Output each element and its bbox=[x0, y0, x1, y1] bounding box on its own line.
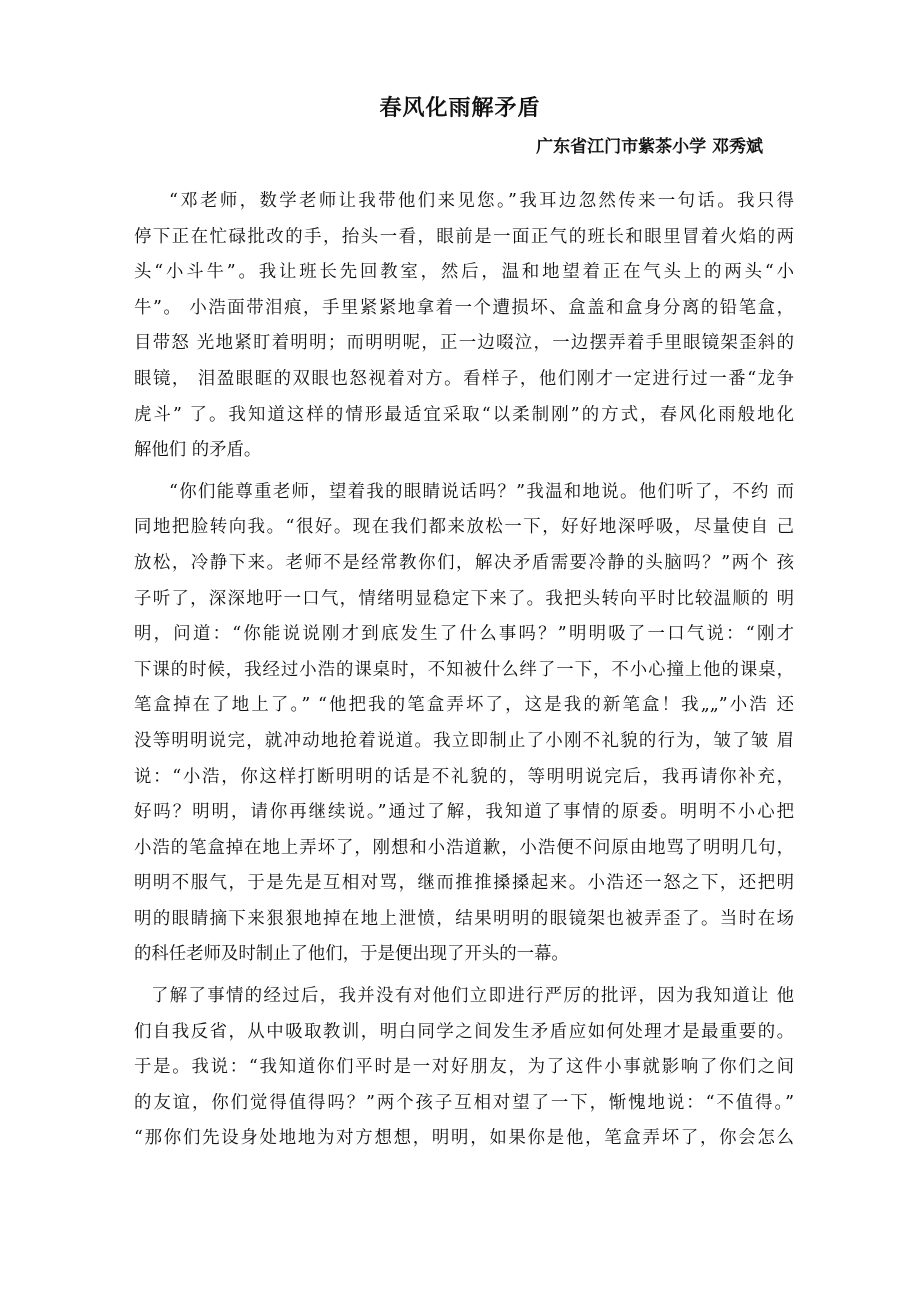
text-line: 牛”。 小浩面带泪痕，手里紧紧地拿着一个遭损坏、盒盖和盒身分离的铅笔盒， bbox=[134, 297, 794, 318]
text-line: 好吗？明明，请你再继续说。”通过了解，我知道了事情的原委。明明不小心把 bbox=[134, 802, 794, 823]
text-line: 明明不服气，于是先是互相对骂，继而推推搡搡起来。小浩还一怒之下，还把明 bbox=[134, 873, 794, 894]
text-line: 虎斗” 了。我知道这样的情形最适宜采取“以柔制刚”的方式，春风化雨般地化 bbox=[134, 404, 794, 425]
text-line: 的友谊，你们觉得值得吗？”两个孩子互相对望了一下，惭愧地说：“不值得。” bbox=[134, 1092, 794, 1113]
text-line: 解他们 的矛盾。 bbox=[134, 440, 262, 461]
text-line: 眼镜， 泪盈眼眶的双眼也怒视着对方。看样子，他们刚才一定进行过一番“龙争 bbox=[134, 368, 794, 389]
text-line: 没等明明说完，就冲动地抢着说道。我立即制止了小刚不礼貌的行为，皱了皱 眉 bbox=[134, 730, 794, 751]
text-line: “你们能尊重老师，望着我的眼睛说话吗？”我温和地说。他们听了，不约 而 bbox=[169, 481, 794, 502]
text-line: 们自我反省，从中吸取教训，明白同学之间发生矛盾应如何处理才是最重要的。 bbox=[134, 1021, 794, 1042]
text-line: 放松，冷静下来。老师不是经常教你们，解决矛盾需要冷静的头脑吗？”两个 孩 bbox=[134, 552, 794, 573]
text-line: 同地把脸转向我。“很好。现在我们都来放松一下，好好地深呼吸，尽量使自 己 bbox=[134, 517, 794, 538]
document-title: 春风化雨解矛盾 bbox=[379, 96, 541, 121]
text-line: “那你们先设身处地地为对方想想，明明，如果你是他，笔盒弄坏了，你会怎么 bbox=[134, 1128, 794, 1149]
text-line: 了解了事情的经过后，我并没有对他们立即进行严厉的批评，因为我知道让 他 bbox=[151, 986, 794, 1007]
author-line: 广东省江门市紫茶小学 邓秀斌 bbox=[536, 137, 763, 157]
text-line: 于是。我说：“我知道你们平时是一对好朋友，为了这件小事就影响了你们之间 bbox=[134, 1057, 794, 1078]
text-line: “邓老师，数学老师让我带他们来见您。”我耳边忽然传来一句话。我只得 bbox=[169, 191, 794, 211]
text-line: 小浩的笔盒掉在地上弄坏了，刚想和小浩道歉，小浩便不问原由地骂了明明几句， bbox=[134, 837, 794, 858]
text-line: 明，问道：“你能说说刚才到底发生了什么事吗？”明明吸了一口气说：“刚才 bbox=[134, 624, 794, 645]
text-line: 目带怒 光地紧盯着明明；而明明呢，正一边啜泣，一边摆弄着手里眼镜架歪斜的 bbox=[134, 333, 794, 354]
text-line: 笔盒掉在了地上了。” “他把我的笔盒弄坏了，这是我的新笔盒！我„„”小浩 还 bbox=[134, 695, 794, 716]
text-line: 说：“小浩，你这样打断明明的话是不礼貌的，等明明说完后，我再请你补充， bbox=[134, 766, 794, 787]
text-line: 的科任老师及时制止了他们，于是便出现了开头的一幕。 bbox=[134, 944, 569, 965]
text-line: 头“小斗牛”。我让班长先回教室，然后，温和地望着正在气头上的两头“小 bbox=[134, 262, 794, 283]
text-line: 下课的时候，我经过小浩的课桌时，不知被什么绊了一下，不小心撞上他的课桌， bbox=[134, 659, 794, 680]
body-text bbox=[134, 184, 794, 1157]
text-line: 停下正在忙碌批改的手，抬头一看，眼前是一面正气的班长和眼里冒着火焰的两 bbox=[134, 226, 794, 247]
text-line: 子听了，深深地吁一口气，情绪明显稳定下来了。我把头转向平时比较温顺的 明 bbox=[134, 588, 794, 609]
text-line: 明的眼睛摘下来狠狠地掉在地上泄愤，结果明明的眼镜架也被弄歪了。当时在场 bbox=[134, 908, 794, 929]
